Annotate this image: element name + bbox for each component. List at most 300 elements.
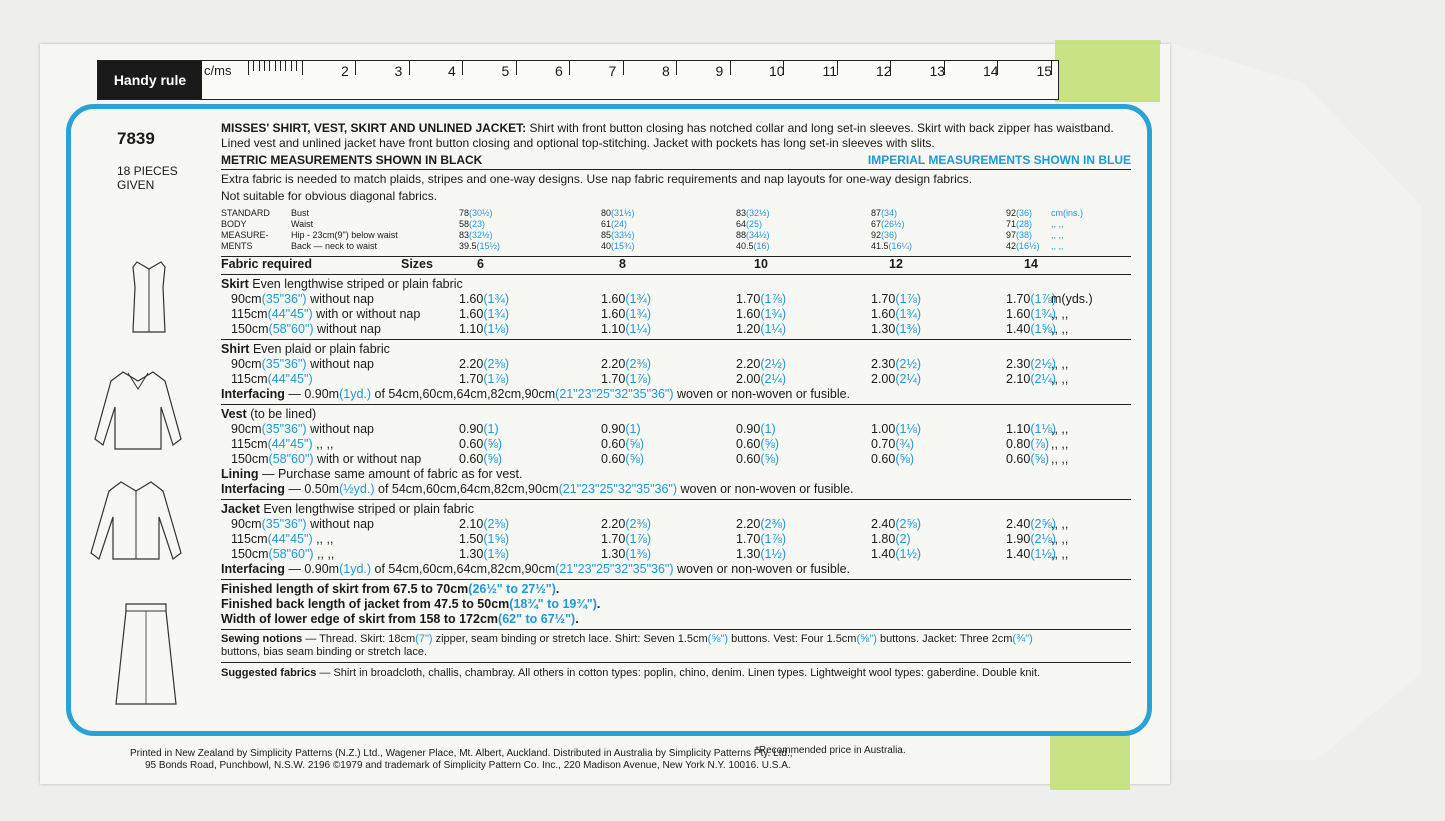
fabric-value bbox=[736, 372, 786, 387]
fabric-row bbox=[221, 422, 1131, 437]
printer-footer bbox=[130, 748, 793, 772]
fabric-width bbox=[231, 422, 374, 437]
finished-line bbox=[221, 612, 1131, 627]
interfacing-bi: (21"23"25"32"35"36") bbox=[558, 482, 678, 496]
unit-label: ,, ,, bbox=[1051, 219, 1064, 229]
ruler-tick bbox=[291, 61, 292, 71]
imperial-value: (1⅞) bbox=[895, 292, 922, 306]
section-title: Shirt bbox=[221, 342, 250, 356]
fabric-header bbox=[221, 257, 1131, 275]
lining-text: — Purchase same amount of fabric as for vest. bbox=[258, 467, 523, 481]
body-label: BODY bbox=[221, 219, 247, 229]
metric-value: 1.70 bbox=[601, 372, 626, 386]
imperial-value: (32½) bbox=[469, 230, 493, 240]
nap-text: with or without nap bbox=[313, 452, 422, 466]
metric-value: 1.80 bbox=[871, 532, 896, 546]
imperial-value: (30½) bbox=[469, 208, 493, 218]
footer-line1: Printed in New Zealand by Simplicity Patterns (N.Z.) Ltd., Wagener Place, Mt. Albert, Auckland. Distributed in Australia by Simplicity Patterns Pty. Ltd., bbox=[130, 748, 793, 759]
ruler-number: 11 bbox=[822, 63, 838, 79]
imperial-value: (2⅜) bbox=[483, 357, 510, 371]
imperial-value: (2⅜) bbox=[625, 517, 652, 531]
interfacing-row bbox=[221, 482, 1131, 497]
imperial-value: (2½) bbox=[760, 357, 787, 371]
unit-label: ,, ,, bbox=[1051, 307, 1069, 321]
nap-text: ,, ,, bbox=[312, 437, 334, 451]
imperial-value: (2⅝) bbox=[895, 517, 922, 531]
imperial-value: (1) bbox=[483, 422, 499, 436]
content bbox=[221, 121, 1131, 683]
ruler-tick bbox=[253, 61, 254, 71]
imperial-value: (1¾) bbox=[895, 307, 922, 321]
section-vest bbox=[221, 405, 1131, 500]
fabric-row bbox=[221, 532, 1131, 547]
nap-text: without nap bbox=[306, 517, 375, 531]
notions-b4: (¾") bbox=[1012, 633, 1033, 645]
imperial-value: (2¼) bbox=[1030, 372, 1057, 386]
unit-label: ,, ,, bbox=[1051, 230, 1064, 240]
fabric-value bbox=[1006, 322, 1056, 337]
fabric-value bbox=[871, 517, 921, 532]
imperial-legend: IMPERIAL MEASUREMENTS SHOWN IN BLUE bbox=[867, 153, 1131, 167]
metric-value: 83 bbox=[736, 208, 747, 218]
body-label: STANDARD bbox=[221, 208, 270, 218]
ruler-number: 13 bbox=[929, 63, 946, 79]
imperial-value: (⅝) bbox=[625, 452, 645, 466]
unit-label: ,, ,, bbox=[1051, 547, 1069, 561]
width-metric: 150cm bbox=[231, 452, 269, 466]
fabric-row bbox=[221, 437, 1131, 452]
metric-value: 0.60 bbox=[736, 437, 761, 451]
imperial-value: (1⅞) bbox=[760, 532, 787, 546]
fabric-width bbox=[231, 532, 333, 547]
imperial-value: (1⅜) bbox=[483, 547, 510, 561]
body-value bbox=[601, 230, 635, 240]
imperial-value: (24) bbox=[611, 219, 628, 229]
measurement-legend bbox=[221, 153, 1131, 170]
imperial-value: (1⅛) bbox=[1030, 422, 1057, 436]
fabric-value bbox=[1006, 292, 1056, 307]
body-value bbox=[459, 241, 500, 251]
section-subtitle: Even lengthwise striped or plain fabric bbox=[248, 277, 463, 291]
metric-value: 2.00 bbox=[871, 372, 896, 386]
ruler-number: 6 bbox=[555, 63, 563, 79]
width-metric: 90cm bbox=[231, 517, 262, 531]
nap-text: without nap bbox=[306, 292, 375, 306]
imperial-value: (1½) bbox=[1030, 547, 1057, 561]
metric-value: 0.70 bbox=[871, 437, 896, 451]
imperial-value: (⅝) bbox=[625, 437, 645, 451]
finished-line bbox=[221, 597, 1131, 612]
unit-label: ,, ,, bbox=[1051, 372, 1069, 386]
ruler-label: Handy rule bbox=[98, 61, 202, 99]
fabric-value bbox=[601, 517, 651, 532]
fabric-value bbox=[736, 422, 776, 437]
metric-value: 67 bbox=[871, 219, 882, 229]
metric-value: 1.10 bbox=[459, 322, 484, 336]
body-value bbox=[1006, 241, 1040, 251]
body-label: MENTS bbox=[221, 241, 253, 251]
suggested-text: — Shirt in broadcloth, challis, chambray. All others in cotton types: poplin, chino, denim. Linen types. Lightweight wool types: gaberdine. Double knit. bbox=[316, 667, 1041, 679]
section-subtitle: Even plaid or plain fabric bbox=[249, 342, 390, 356]
metric-value: 0.90 bbox=[736, 422, 761, 436]
metric-value: 2.40 bbox=[871, 517, 896, 531]
metric-value: 2.10 bbox=[459, 517, 484, 531]
body-value bbox=[601, 219, 627, 229]
width-metric: 90cm bbox=[231, 292, 262, 306]
metric-value: 97 bbox=[1006, 230, 1017, 240]
metric-value: 1.60 bbox=[459, 307, 484, 321]
width-metric: 115cm bbox=[231, 372, 268, 386]
nap-text: without nap bbox=[313, 322, 381, 336]
metric-value: 64 bbox=[736, 219, 747, 229]
interfacing-a: — 0.90m bbox=[284, 387, 340, 401]
ruler-tick bbox=[676, 61, 677, 75]
imperial-value: (⅝) bbox=[483, 452, 503, 466]
metric-value: 2.20 bbox=[601, 357, 626, 371]
ruler-tick bbox=[302, 61, 303, 75]
ruler-tick bbox=[275, 61, 276, 71]
notions-t3: buttons. Vest: Four 1.5cm bbox=[728, 633, 857, 645]
fabric-row bbox=[221, 292, 1131, 307]
imperial-value: (38) bbox=[1016, 230, 1033, 240]
interfacing-label: Interfacing bbox=[221, 562, 285, 576]
body-value bbox=[601, 241, 635, 251]
fabric-value bbox=[1006, 357, 1056, 372]
metric-value: 1.50 bbox=[459, 532, 484, 546]
metric-value: 1.30 bbox=[601, 547, 626, 561]
metric-value: 1.70 bbox=[736, 292, 761, 306]
fabric-width bbox=[231, 517, 374, 532]
metric-value: 0.60 bbox=[601, 452, 626, 466]
interfacing-bi: (21"23"25"32"35"36") bbox=[555, 387, 674, 401]
ruler-tick bbox=[569, 61, 570, 75]
metric-value: 58 bbox=[459, 219, 470, 229]
fabric-value bbox=[459, 532, 509, 547]
body-value bbox=[871, 219, 905, 229]
metric-value: 40.5 bbox=[736, 241, 754, 251]
imperial-value: (⅞) bbox=[1030, 437, 1050, 451]
metric-value: 80 bbox=[601, 208, 612, 218]
width-metric: 150cm bbox=[231, 547, 269, 561]
interfacing-label: Interfacing bbox=[221, 387, 285, 401]
section-title-row bbox=[221, 342, 1131, 357]
unit-label: cm(ins.) bbox=[1051, 208, 1083, 218]
imperial-value: (33½) bbox=[611, 230, 635, 240]
recommended-price: *Recommended price in Australia. bbox=[755, 745, 906, 756]
tape-top bbox=[1055, 40, 1160, 102]
ruler-tick bbox=[280, 61, 281, 71]
unit-label: ,, ,, bbox=[1051, 357, 1069, 371]
ruler-number: 15 bbox=[1036, 63, 1053, 79]
fabric-width bbox=[231, 322, 381, 337]
imperial-value: (16½) bbox=[1016, 241, 1040, 251]
ruler-number: 5 bbox=[501, 63, 510, 79]
imperial-value: (1⅛) bbox=[895, 422, 922, 436]
finished-text: Finished length of skirt from 67.5 to 70cm bbox=[221, 582, 469, 596]
imperial-value: (2) bbox=[895, 532, 911, 546]
imperial-value: (32½) bbox=[746, 208, 770, 218]
metric-value: 1.40 bbox=[1006, 547, 1031, 561]
interfacing-c: woven or non-woven or fusible. bbox=[673, 562, 851, 576]
imperial-value: (⅝) bbox=[1030, 452, 1050, 466]
section-title: Skirt bbox=[221, 277, 249, 291]
width-metric: 115cm bbox=[231, 437, 268, 451]
fabric-value bbox=[459, 372, 509, 387]
metric-value: 1.70 bbox=[871, 292, 896, 306]
description bbox=[221, 121, 1131, 151]
imperial-value: (1¾) bbox=[625, 292, 652, 306]
body-row-name: Hip - 23cm(9") below waist bbox=[291, 230, 398, 240]
metric-value: 92 bbox=[1006, 208, 1017, 218]
metric-value: 40 bbox=[601, 241, 612, 251]
metric-value: 1.90 bbox=[1006, 532, 1031, 546]
fabric-value bbox=[1006, 307, 1056, 322]
fabric-width bbox=[231, 357, 374, 372]
fabric-value bbox=[736, 322, 786, 337]
metric-value: 0.90 bbox=[601, 422, 626, 436]
imperial-value: (1⅝) bbox=[483, 532, 510, 546]
ruler-number: 14 bbox=[983, 63, 999, 79]
metric-value: 41.5 bbox=[871, 241, 889, 251]
fabric-value bbox=[601, 422, 641, 437]
fabric-width bbox=[231, 292, 374, 307]
notions-t4: buttons. Jacket: Three 2cm bbox=[876, 633, 1013, 645]
metric-value: 83 bbox=[459, 230, 470, 240]
interfacing-b: of 54cm,60cm,64cm,82cm,90cm bbox=[371, 562, 556, 576]
ruler-tick bbox=[248, 61, 249, 75]
metric-value: 2.40 bbox=[1006, 517, 1031, 531]
imperial-value: (2⅜) bbox=[760, 517, 787, 531]
ruler-number: 8 bbox=[662, 63, 670, 79]
fabric-value bbox=[871, 547, 921, 562]
width-imperial: (58"60") bbox=[268, 547, 314, 561]
width-metric: 90cm bbox=[231, 422, 262, 436]
unit-label: ,, ,, bbox=[1051, 452, 1069, 466]
metric-value: 1.20 bbox=[736, 322, 761, 336]
interfacing-row bbox=[221, 387, 1131, 402]
body-value bbox=[1006, 208, 1032, 218]
metric-value: 1.60 bbox=[601, 307, 626, 321]
fabric-value bbox=[871, 372, 921, 387]
metric-value: 1.30 bbox=[459, 547, 484, 561]
interfacing-ai: (1yd.) bbox=[339, 387, 372, 401]
fabric-value bbox=[871, 307, 921, 322]
metric-value: 1.70 bbox=[736, 532, 761, 546]
metric-value: 2.20 bbox=[601, 517, 626, 531]
notions-label: Sewing notions bbox=[221, 633, 303, 645]
size-heading: 12 bbox=[889, 257, 903, 271]
fabric-value bbox=[601, 292, 651, 307]
jacket-sketch-icon bbox=[81, 477, 191, 567]
interfacing-b: of 54cm,60cm,64cm,82cm,90cm bbox=[374, 482, 559, 496]
body-row-name: Bust bbox=[291, 208, 310, 218]
finished-end: . bbox=[555, 582, 560, 596]
imperial-value: (1⅞) bbox=[483, 372, 510, 386]
ruler-tick bbox=[259, 61, 260, 71]
fabric-value bbox=[736, 517, 786, 532]
body-value bbox=[1006, 230, 1032, 240]
width-metric: 90cm bbox=[231, 357, 262, 371]
fabric-row bbox=[221, 307, 1131, 322]
metric-legend: METRIC MEASUREMENTS SHOWN IN BLACK bbox=[221, 153, 483, 167]
metric-value: 85 bbox=[601, 230, 612, 240]
finished-line bbox=[221, 582, 1131, 597]
imperial-value: (1) bbox=[760, 422, 776, 436]
nap-text: without nap bbox=[306, 422, 375, 436]
metric-value: 1.10 bbox=[1006, 422, 1031, 436]
imperial-value: (2¼) bbox=[895, 372, 922, 386]
size-heading: 8 bbox=[619, 257, 626, 271]
fabric-width bbox=[231, 307, 420, 322]
width-metric: 150cm bbox=[231, 322, 269, 336]
metric-value: 1.00 bbox=[871, 422, 896, 436]
body-value bbox=[1006, 219, 1032, 229]
fabric-value bbox=[736, 547, 786, 562]
metric-value: 0.60 bbox=[459, 437, 484, 451]
body-value bbox=[871, 241, 912, 251]
ruler-tick bbox=[409, 61, 410, 75]
body-value bbox=[459, 208, 493, 218]
imperial-value: (2½) bbox=[1030, 357, 1057, 371]
interfacing-ai: (1yd.) bbox=[339, 562, 372, 576]
lining-row bbox=[221, 467, 1131, 482]
metric-value: 42 bbox=[1006, 241, 1017, 251]
fabric-width bbox=[231, 437, 333, 452]
metric-value: 2.30 bbox=[871, 357, 896, 371]
fabric-value bbox=[1006, 372, 1056, 387]
size-heading: 6 bbox=[477, 257, 484, 271]
fabric-value bbox=[459, 322, 509, 337]
imperial-value: (1½) bbox=[760, 547, 787, 561]
interfacing-b: of 54cm,60cm,64cm,82cm,90cm bbox=[371, 387, 556, 401]
ruler-tick bbox=[285, 61, 286, 71]
metric-value: 0.60 bbox=[736, 452, 761, 466]
fabric-value bbox=[871, 452, 914, 467]
imperial-value: (1¼) bbox=[760, 322, 787, 336]
unit-label: m(yds.) bbox=[1051, 292, 1093, 306]
fabric-value bbox=[736, 292, 786, 307]
fabric-value bbox=[459, 437, 502, 452]
body-value bbox=[459, 230, 493, 240]
metric-value: 2.20 bbox=[459, 357, 484, 371]
imperial-value: (16) bbox=[753, 241, 770, 251]
imperial-value: (25) bbox=[746, 219, 763, 229]
width-imperial: (35"36") bbox=[261, 422, 307, 436]
width-imperial: (35"36") bbox=[261, 292, 307, 306]
ruler-number: 3 bbox=[394, 63, 403, 79]
section-title-row bbox=[221, 407, 1131, 422]
fabric-value bbox=[736, 437, 779, 452]
width-imperial: (58"60") bbox=[268, 322, 314, 336]
imperial-value: (⅝) bbox=[895, 452, 915, 466]
nap-text: ,, ,, bbox=[313, 547, 335, 561]
metric-value: 2.20 bbox=[736, 357, 761, 371]
body-row-name: Waist bbox=[291, 219, 314, 229]
lining-label: Lining bbox=[221, 467, 259, 481]
section-title-row bbox=[221, 502, 1131, 517]
ruler-tick bbox=[462, 61, 463, 75]
fabric-value bbox=[601, 322, 651, 337]
tape-bottom bbox=[1050, 728, 1130, 790]
fabric-value bbox=[1006, 517, 1056, 532]
ruler-number: 10 bbox=[769, 63, 785, 79]
ruler-tick bbox=[516, 61, 517, 75]
finished-text: Finished back length of jacket from 47.5 to 50cm bbox=[221, 597, 510, 611]
width-imperial: (58"60") bbox=[268, 452, 314, 466]
imperial-value: (⅝) bbox=[760, 452, 780, 466]
nap-text: ,, ,, bbox=[312, 532, 334, 546]
metric-value: 1.10 bbox=[601, 322, 626, 336]
metric-value: 1.40 bbox=[1006, 322, 1031, 336]
pieces-line1: 18 PIECES bbox=[117, 164, 178, 178]
imperial-value: (1⅞) bbox=[760, 292, 787, 306]
body-value bbox=[459, 219, 485, 229]
metric-value: 1.30 bbox=[736, 547, 761, 561]
fabric-value bbox=[601, 372, 651, 387]
section-skirt bbox=[221, 275, 1131, 340]
metric-value: 0.60 bbox=[871, 452, 896, 466]
metric-value: 1.40 bbox=[871, 547, 896, 561]
fabric-value bbox=[1006, 437, 1049, 452]
unit-label: ,, ,, bbox=[1051, 532, 1069, 546]
finished-end: . bbox=[596, 597, 601, 611]
body-value bbox=[736, 241, 770, 251]
metric-value: 39.5 bbox=[459, 241, 477, 251]
metric-value: 1.30 bbox=[871, 322, 896, 336]
imperial-value: (1¾) bbox=[760, 307, 787, 321]
body-value bbox=[736, 230, 770, 240]
fabric-value bbox=[459, 357, 509, 372]
imperial-value: (1¼) bbox=[625, 322, 652, 336]
imperial-value: (36) bbox=[1016, 208, 1033, 218]
imperial-value: (1⅝) bbox=[1030, 322, 1057, 336]
ruler-tick bbox=[355, 61, 356, 75]
fabric-value bbox=[1006, 532, 1056, 547]
metric-value: 92 bbox=[871, 230, 882, 240]
imperial-value: (31½) bbox=[611, 208, 635, 218]
section-title-row bbox=[221, 277, 1131, 292]
metric-value: 61 bbox=[601, 219, 612, 229]
fabric-value bbox=[871, 532, 911, 547]
fabric-sections bbox=[221, 275, 1131, 580]
pieces-line2: GIVEN bbox=[117, 178, 155, 192]
metric-value: 2.00 bbox=[736, 372, 761, 386]
unit-label: ,, ,, bbox=[1051, 241, 1064, 251]
metric-value: 0.60 bbox=[459, 452, 484, 466]
fabric-value bbox=[736, 452, 779, 467]
interfacing-c: woven or non-woven or fusible. bbox=[677, 482, 854, 496]
ruler-number: 4 bbox=[448, 63, 456, 79]
fabric-value bbox=[459, 547, 509, 562]
imperial-value: (1) bbox=[625, 422, 641, 436]
fabric-row bbox=[221, 547, 1131, 562]
imperial-value: (1⅞) bbox=[625, 532, 652, 546]
imperial-value: (2⅝) bbox=[1030, 517, 1057, 531]
fabric-value bbox=[459, 292, 509, 307]
imperial-value: (2⅜) bbox=[625, 357, 652, 371]
footer-line2: 95 Bonds Road, Punchbowl, N.S.W. 2196 ©1979 and trademark of Simplicity Pattern Co. Inc., 220 Madison Avenue, New York N.Y. 10016. U.S.A. bbox=[145, 760, 791, 771]
body-label: MEASURE- bbox=[221, 230, 269, 240]
vest-sketch-icon bbox=[119, 257, 179, 337]
imperial-value: (1¾) bbox=[483, 292, 510, 306]
imperial-value: (15½) bbox=[476, 241, 501, 251]
section-subtitle: Even lengthwise striped or plain fabric bbox=[259, 502, 474, 516]
interfacing-a: — 0.90m bbox=[284, 562, 340, 576]
note-diagonal: Not suitable for obvious diagonal fabrics. bbox=[221, 189, 438, 203]
ruler-number: 9 bbox=[715, 63, 724, 79]
fabric-row bbox=[221, 322, 1131, 337]
ruler-unit: c/ms bbox=[204, 63, 232, 78]
